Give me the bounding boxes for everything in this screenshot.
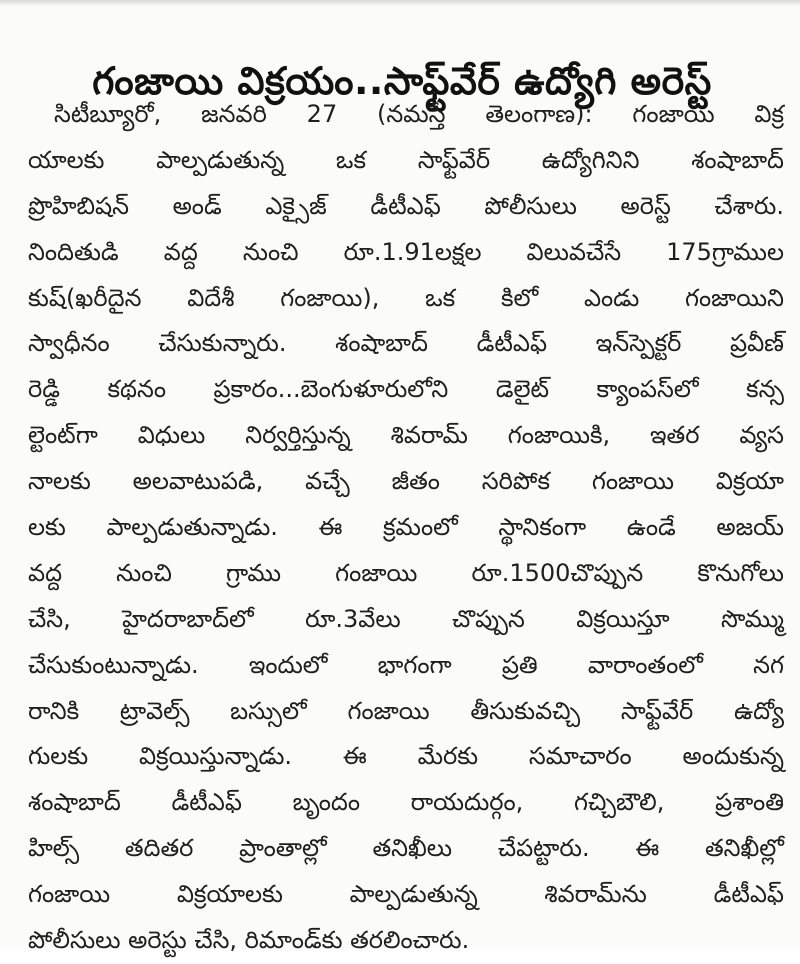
article-line: స్వాధీనం చేసుకున్నారు. శంషాబాద్ డీటీఎఫ్ ఇన్‌స్పెక్టర్ ప్రవీణ్ [28,329,784,358]
article-line: హిల్స్ తదితర ప్రాంతాల్లో తనిఖీలు చేపట్టారు. ఈ తనిఖీల్లో [28,834,784,863]
article-body [28,92,784,964]
top-edge-divider [0,0,800,6]
article-line: పోలీసులు అరెస్టు చేసి, రిమాండ్‌కు తరలించారు. [28,926,470,955]
article-line: గంజాయి విక్రయాలకు పాల్పడుతున్న శివరామ్‌ను డీటీఎఫ్ [28,880,784,909]
article-line: చేసి, హైదరాబాద్‌లో రూ.3వేలు చొప్పున విక్రయిస్తూ సొమ్ము [28,604,784,633]
article-line: కుష్(ఖరీదైన విదేశీ గంజాయి), ఒక కిలో ఎండు గంజాయిని [28,283,784,312]
article-line: వద్ద నుంచి గ్రాము గంజాయి రూ.1500చొప్పున కొనుగోలు [28,558,784,587]
article-line: శంషాబాద్ డీటీఎఫ్ బృందం రాయదుర్గం, గచ్చిబౌలి, ప్రశాంతి [28,788,784,817]
article-line: సిటీబ్యూరో, జనవరి 27 (నమస్తే తెలంగాణ): గంజాయి విక్ర [54,100,784,128]
article-line: రెడ్డి కథనం ప్రకారం...బెంగుళూరులోని డెలైట్ క్యాంపస్‌లో కన్స [28,375,784,404]
article-line: రానికి ట్రావెల్స్ బస్సులో గంజాయి తీసుకువచ్చి సాఫ్ట్‌వేర్ ఉద్యో [28,696,784,725]
article-line: లకు పాల్పడుతున్నాడు. ఈ క్రమంలో స్థానికంగా ఉండే అజయ్ [28,513,784,542]
article-line: ల్టెంట్‌గా విధులు నిర్వర్తిస్తున్న శివరామ్ గంజాయికి, ఇతర వ్యస [28,421,784,450]
article-line: చేసుకుంటున్నాడు. ఇందులో భాగంగా ప్రతి వారాంతంలో నగ [28,650,784,679]
article-line: గులకు విక్రయిస్తున్నాడు. ఈ మేరకు సమాచారం అందుకున్న [28,742,784,771]
article-line: యాలకు పాల్పడుతున్న ఒక సాఫ్ట్‌వేర్ ఉద్యోగినిని శంషాబాద్ [28,145,784,174]
article-line: నిందితుడి వద్ద నుంచి రూ.1.91లక్షల విలువచేసే 175గ్రాముల [28,237,784,266]
article-line: నాలకు అలవాటుపడి, వచ్చే జీతం సరిపోక గంజాయి విక్రయా [28,467,784,496]
article-line: ప్రొహిబిషన్ అండ్ ఎక్సైజ్ డీటీఎఫ్ పోలీసులు అరెస్ట్ చేశారు. [28,191,784,220]
article-headline: గంజాయి విక్రయం..సాఫ్ట్‌వేర్ ఉద్యోగి అరెస్ట్ [92,59,712,104]
